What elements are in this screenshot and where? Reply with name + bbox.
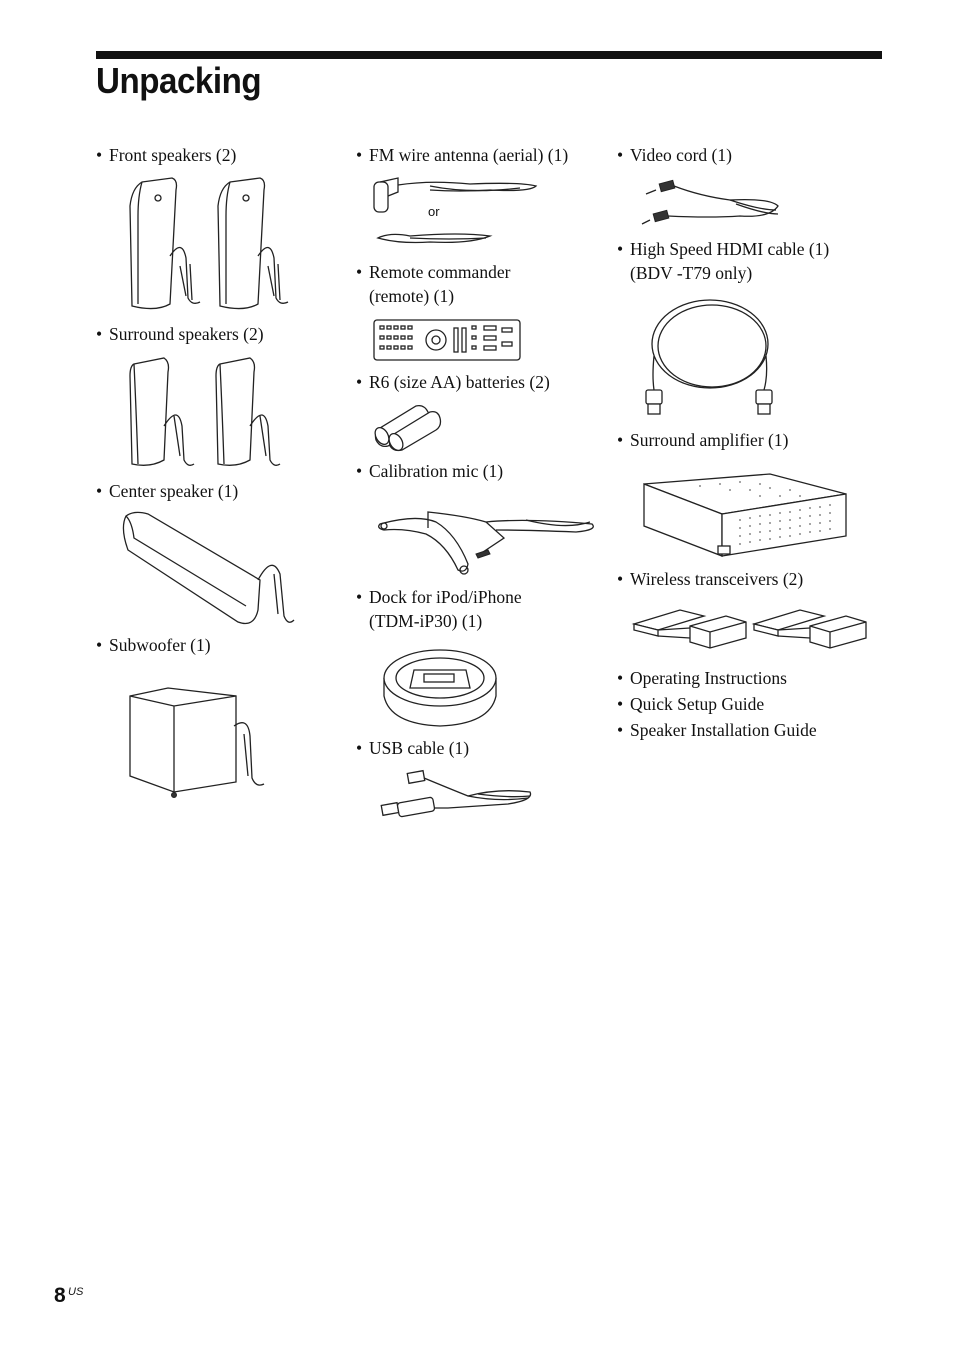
bullet-icon: • [96, 481, 103, 501]
bullet-icon: • [617, 145, 624, 165]
page-number-suffix: US [68, 1286, 84, 1298]
item-operating-instructions [617, 666, 787, 690]
bullet-icon: • [356, 461, 363, 481]
bullet-icon: • [96, 324, 103, 344]
or-label: or [428, 204, 440, 219]
title-rule [96, 51, 882, 59]
remote-illustration [372, 318, 524, 364]
item-label-line2: (BDV -T79 only) [630, 263, 753, 283]
bullet-icon: • [617, 239, 624, 259]
item-surround-speakers [96, 322, 264, 346]
item-label: Surround amplifier (1) [630, 430, 789, 450]
item-center-speaker [96, 479, 238, 503]
bullet-icon: • [356, 145, 363, 165]
item-label: FM wire antenna (aerial) (1) [369, 145, 569, 165]
item-hdmi-cable [617, 237, 829, 285]
wireless-illustration [630, 604, 870, 658]
surround-speakers-illustration [122, 356, 302, 471]
item-label: Calibration mic (1) [369, 461, 504, 481]
item-label: Operating Instructions [630, 668, 787, 688]
bullet-icon: • [356, 372, 363, 392]
item-label: Video cord (1) [630, 145, 732, 165]
item-label-line2: (remote) (1) [369, 286, 455, 306]
item-front-speakers [96, 143, 236, 167]
bullet-icon: • [96, 635, 103, 655]
item-dock [356, 585, 522, 633]
bullet-icon: • [356, 738, 363, 758]
item-label: Center speaker (1) [109, 481, 239, 501]
item-label: USB cable (1) [369, 738, 470, 758]
item-surround-amp [617, 428, 788, 452]
fm-antenna-illustration [370, 172, 542, 258]
center-speaker-illustration [118, 510, 303, 630]
item-label: High Speed HDMI cable (1) [630, 239, 830, 259]
item-label: Subwoofer (1) [109, 635, 211, 655]
video-cord-illustration [640, 176, 782, 230]
item-video-cord [617, 143, 732, 167]
item-subwoofer [96, 633, 211, 657]
bullet-icon: • [356, 587, 363, 607]
item-label: Surround speakers (2) [109, 324, 264, 344]
item-label-line2: (TDM-iP30) (1) [369, 611, 483, 631]
bullet-icon: • [617, 430, 624, 450]
item-label: Remote commander [369, 262, 511, 282]
item-label: Speaker Installation Guide [630, 720, 817, 740]
bullet-icon: • [617, 720, 624, 740]
item-label: Front speakers (2) [109, 145, 237, 165]
bullet-icon: • [617, 694, 624, 714]
hdmi-cable-illustration [640, 296, 780, 422]
item-batteries [356, 370, 550, 394]
item-wireless [617, 567, 803, 591]
item-remote [356, 260, 510, 308]
calibration-mic-illustration [376, 494, 600, 580]
item-usb-cable [356, 736, 469, 760]
front-speakers-illustration [120, 176, 310, 316]
item-label: Quick Setup Guide [630, 694, 765, 714]
item-quick-setup-guide [617, 692, 764, 716]
usb-cable-illustration [378, 768, 538, 828]
batteries-illustration [372, 402, 444, 452]
bullet-icon: • [356, 262, 363, 282]
item-fm-antenna [356, 143, 568, 167]
item-calibration-mic [356, 459, 503, 483]
bullet-icon: • [96, 145, 103, 165]
item-label: R6 (size AA) batteries (2) [369, 372, 550, 392]
page-title: Unpacking [96, 60, 262, 101]
item-speaker-installation-guide [617, 718, 817, 742]
surround-amp-illustration [640, 470, 852, 560]
item-label: Wireless transceivers (2) [630, 569, 804, 589]
dock-illustration [380, 644, 500, 730]
bullet-icon: • [617, 668, 624, 688]
page-number: 8 [54, 1284, 66, 1307]
subwoofer-illustration [124, 666, 274, 802]
item-label: Dock for iPod/iPhone [369, 587, 522, 607]
bullet-icon: • [617, 569, 624, 589]
